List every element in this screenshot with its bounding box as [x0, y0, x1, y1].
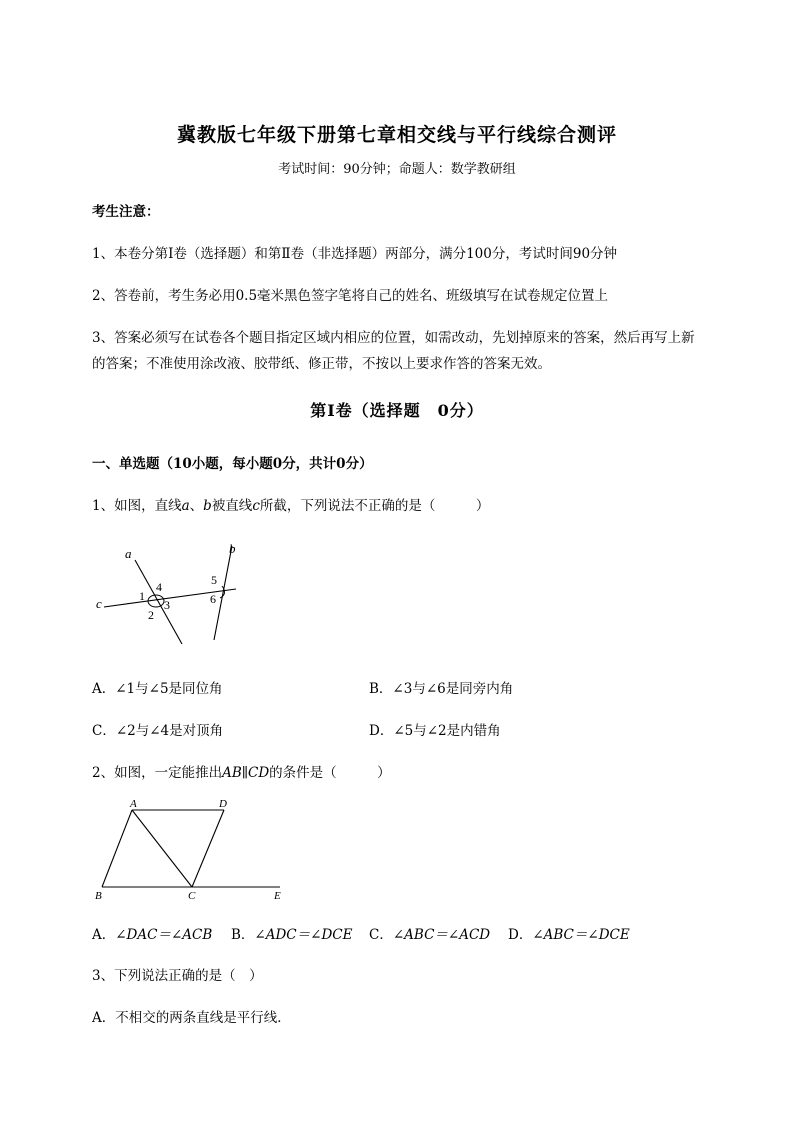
q1-line-c: [104, 589, 236, 607]
q1-label-a: a: [125, 546, 132, 561]
q1-stem-a: 1、如图，直线: [92, 498, 182, 514]
question-2-stem: [92, 761, 391, 781]
q1-var-c: c: [252, 498, 260, 514]
q1-var-b: b: [203, 498, 212, 514]
q2-stem-a: 2、如图，一定能推出: [92, 765, 223, 781]
q2-option-b: [231, 923, 352, 943]
notice-item-3-cont: 的答案；不准使用涂改液、胶带纸、修正带，不按以上要求作答的答案无效。: [92, 356, 551, 372]
q2-label-c: C: [188, 890, 196, 902]
q2-option-c-expr: ∠ABC＝∠ACD: [392, 927, 491, 943]
q2-stem-b: 的条件是（ ）: [269, 765, 391, 781]
q1-label-angle-2: 2: [148, 608, 154, 622]
q2-option-b-prefix: B．: [231, 927, 255, 943]
q2-label-e: E: [274, 890, 281, 902]
q2-label-d: D: [219, 798, 227, 810]
q1-label-b: b: [229, 541, 236, 556]
q2-option-c-prefix: C．: [369, 927, 393, 943]
q2-option-d-expr: ∠ABC＝∠DCE: [532, 927, 630, 943]
q1-label-angle-3: 3: [164, 598, 170, 612]
q1-sep: 、: [189, 498, 204, 514]
q1-label-angle-4: 4: [156, 580, 162, 594]
question-3-stem: 3、下列说法正确的是（ ）: [92, 968, 263, 984]
part-title: 第I卷（选择题 0分）: [310, 401, 484, 420]
notice-item-3: 3、答案必须写在试卷各个题目指定区域内相应的位置，如需改动，先划掉原来的答案，然后再写上新: [92, 330, 695, 346]
q1-label-c: c: [96, 596, 102, 611]
q2-option-c: [369, 923, 490, 943]
notice-heading: 考生注意：: [92, 204, 160, 220]
q1-label-angle-6: 6: [210, 592, 216, 606]
q2-segment-dc: [192, 810, 224, 887]
q1-label-angle-5: 5: [211, 573, 217, 587]
q1-var-a: a: [181, 498, 190, 514]
q1-label-angle-1: 1: [139, 589, 145, 603]
section-heading: 一、单选题（10小题，每小题0分，共计0分）: [92, 456, 373, 472]
q2-expr: AB∥CD: [222, 765, 270, 781]
q2-option-d-prefix: D．: [508, 927, 533, 943]
page-title: 冀教版七年级下册第七章相交线与平行线综合测评: [176, 124, 617, 146]
q2-option-d: [508, 923, 630, 943]
q1-stem-b: 被直线: [211, 498, 253, 514]
question-1-stem: [92, 494, 489, 514]
q2-option-a: [92, 923, 212, 943]
q1-stem-c: 所截，下列说法不正确的是（ ）: [259, 498, 490, 514]
q1-option-d: D．∠5与∠2是内错角: [369, 723, 501, 739]
q2-segment-ab: [102, 810, 132, 887]
page-subtitle: 考试时间：90分钟；命题人：数学教研组: [278, 162, 516, 177]
q2-option-a-expr: ∠DAC＝∠ACB: [115, 927, 213, 943]
question-1-figure: [90, 538, 260, 648]
q2-option-a-prefix: A．: [92, 927, 116, 943]
q2-option-b-expr: ∠ADC＝∠DCE: [254, 927, 353, 943]
q2-label-a: A: [130, 798, 137, 810]
notice-item-1: 1、本卷分第I卷（选择题）和第Ⅱ卷（非选择题）两部分，满分100分，考试时间90分钟: [92, 246, 618, 262]
q3-option-a: A．不相交的两条直线是平行线．: [92, 1010, 291, 1026]
q2-segment-ac: [132, 810, 192, 887]
q1-option-b: B．∠3与∠6是同旁内角: [369, 681, 514, 697]
notice-item-2: 2、答卷前，考生务必用0.5毫米黑色签字笔将自己的姓名、班级填写在试卷规定位置上: [92, 288, 609, 304]
q1-line-b: [214, 546, 232, 640]
q2-label-b: B: [95, 890, 102, 902]
q1-option-c: C．∠2与∠4是对顶角: [92, 723, 224, 739]
q1-option-a: A．∠1与∠5是同位角: [92, 681, 223, 697]
question-2-figure: [92, 796, 292, 904]
